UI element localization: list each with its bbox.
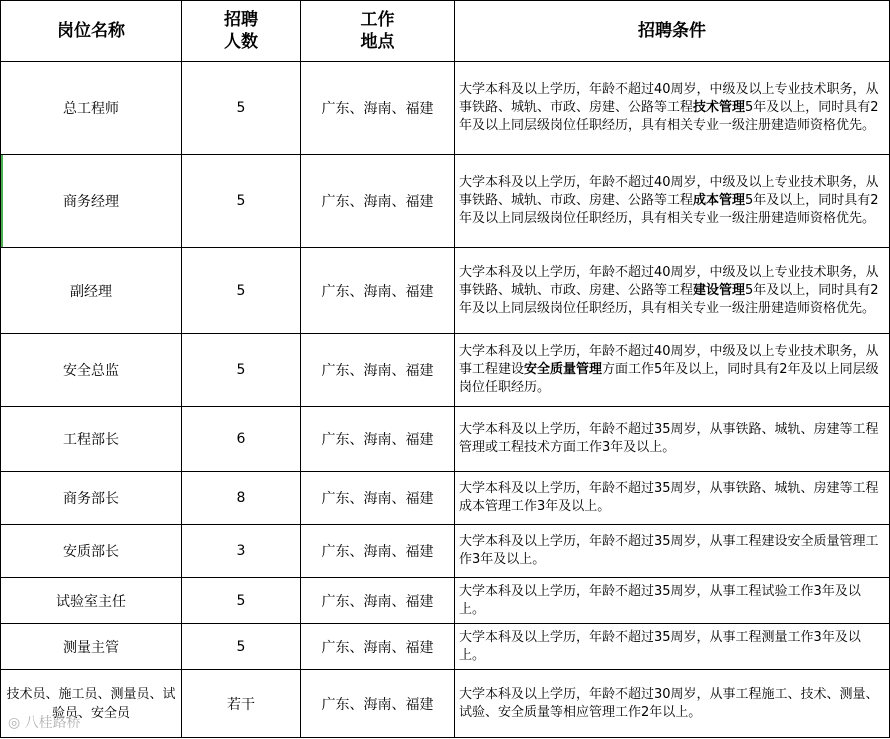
position-name: 技术员、施工员、测量员、试验员、安全员 (1, 670, 182, 738)
position-name: 商务部长 (1, 472, 182, 525)
req-text: 大学本科及以上学历，年龄不超过40周岁，中级及以上专业技术职务，从事铁路、城轨、市政、房建、公路等工程 (459, 82, 879, 115)
table-row (1, 62, 890, 155)
requirements: 大学本科及以上学历，年龄不超过35周岁，从事工程建设安全质量管理工作3年及以上。 (455, 525, 890, 578)
header-count-line1: 招聘 (224, 10, 258, 30)
work-location: 广东、海南、福建 (301, 578, 455, 624)
req-text: 大学本科及以上学历，年龄不超过40周岁，中级及以上专业技术职务，从事工程建设 (459, 344, 879, 377)
header-count (182, 1, 301, 62)
table-row (1, 670, 890, 738)
headcount: 若干 (182, 670, 301, 738)
table-row (1, 334, 890, 407)
headcount: 5 (182, 624, 301, 670)
requirements (455, 155, 890, 248)
position-name: 安质部长 (1, 525, 182, 578)
requirements: 大学本科及以上学历，年龄不超过35周岁，从事工程试验工作3年及以上。 (455, 578, 890, 624)
req-text: 5年及以上，同时具有2年及以上同层级岗位任职经历，具有相关专业一级注册建造师资格优先。 (459, 193, 879, 226)
position-name: 测量主管 (1, 624, 182, 670)
req-text: 大学本科及以上学历，年龄不超过40周岁，中级及以上专业技术职务，从事铁路、城轨、市政、房建、公路等工程 (459, 264, 879, 298)
work-location: 广东、海南、福建 (301, 248, 455, 334)
table-row (1, 578, 890, 624)
requirements: 大学本科及以上学历，年龄不超过30周岁，从事工程施工、技术、测量、试验、安全质量等相应管理工作2年以上。 (455, 670, 890, 738)
work-location: 广东、海南、福建 (301, 624, 455, 670)
requirements: 大学本科及以上学历，年龄不超过35周岁，从事铁路、城轨、房建等工程成本管理工作3年及以上。 (455, 472, 890, 525)
header-location-line2: 地点 (360, 32, 395, 52)
headcount: 5 (182, 62, 301, 155)
position-name: 商务经理 (1, 155, 182, 248)
headcount: 5 (182, 155, 301, 248)
table-row (1, 624, 890, 670)
headcount: 5 (182, 334, 301, 407)
work-location: 广东、海南、福建 (301, 472, 455, 525)
work-location: 广东、海南、福建 (301, 670, 455, 738)
header-location (301, 1, 455, 62)
table-row (1, 248, 890, 334)
position-name: 总工程师 (1, 62, 182, 155)
table-row (1, 472, 890, 525)
header-count-line2: 人数 (224, 32, 258, 52)
position-name: 副经理 (1, 248, 182, 334)
work-location: 广东、海南、福建 (301, 525, 455, 578)
req-text: 方面工作5年及以上，同时具有2年及以上同层级岗位任职经历。 (459, 362, 879, 395)
header-requirements: 招聘条件 (455, 1, 890, 62)
header-row (1, 1, 890, 62)
table-row (1, 155, 890, 248)
header-position: 岗位名称 (1, 1, 182, 62)
table-row (1, 407, 890, 472)
requirements: 大学本科及以上学历，年龄不超过35周岁，从事工程测量工作3年及以上。 (455, 624, 890, 670)
req-highlight: 成本管理 (693, 193, 746, 208)
watermark (8, 712, 81, 732)
work-location: 广东、海南、福建 (301, 334, 455, 407)
headcount: 3 (182, 525, 301, 578)
work-location: 广东、海南、福建 (301, 407, 455, 472)
headcount: 5 (182, 578, 301, 624)
req-text: 大学本科及以上学历，年龄不超过40周岁，中级及以上专业技术职务，从事铁路、城轨、市政、房建、公路等工程 (459, 175, 879, 208)
req-text: 5年及以上，同时具有2年及以上同层级岗位任职经历，具有相关专业一级注册建造师资格优先。 (459, 100, 879, 133)
work-location: 广东、海南、福建 (301, 155, 455, 248)
requirements (455, 62, 890, 155)
headcount: 8 (182, 472, 301, 525)
requirements (455, 334, 890, 407)
requirements: 大学本科及以上学历，年龄不超过35周岁，从事铁路、城轨、房建等工程管理或工程技术方面工作3年及以上。 (455, 407, 890, 472)
watermark-text: 八桂路桥 (24, 715, 81, 731)
position-name: 安全总监 (1, 334, 182, 407)
req-highlight: 技术管理 (693, 100, 746, 115)
headcount: 5 (182, 248, 301, 334)
table-row (1, 525, 890, 578)
headcount: 6 (182, 407, 301, 472)
req-text: 5年及以上，同时具有2年及以上同层级岗位任职经历，具有相关专业一级注册建造师资格优先。 (459, 282, 879, 316)
requirements (455, 248, 890, 334)
position-name: 工程部长 (1, 407, 182, 472)
watermark-icon: ◎ (8, 715, 21, 731)
header-location-line1: 工作 (360, 10, 395, 30)
work-location: 广东、海南、福建 (301, 62, 455, 155)
req-highlight: 建设管理 (693, 282, 746, 298)
req-highlight: 安全质量管理 (524, 362, 603, 377)
position-name: 试验室主任 (1, 578, 182, 624)
